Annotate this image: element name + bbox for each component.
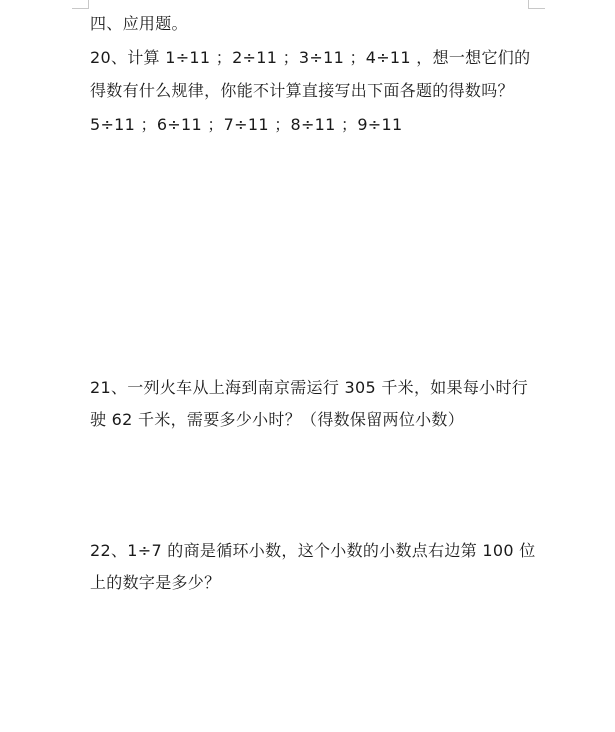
question-21-line-1: 21、一列火车从上海到南京需运行 305 千米，如果每小时行 bbox=[90, 378, 529, 397]
question-20-line-3: 5÷11 ；6÷11 ；7÷11 ；8÷11 ；9÷11 bbox=[90, 115, 403, 134]
section-heading: 四、应用题。 bbox=[90, 14, 188, 33]
question-21-line-2: 驶 62 千米，需要多少小时？（得数保留两位小数） bbox=[90, 410, 465, 429]
question-22-line-2: 上的数字是多少？ bbox=[90, 573, 221, 592]
crop-mark-top-left bbox=[72, 0, 89, 9]
question-20-line-1: 20、计算 1÷11 ；2÷11 ；3÷11 ；4÷11 ，想一想它们的 bbox=[90, 48, 531, 67]
crop-mark-top-right bbox=[528, 0, 545, 9]
question-20-line-2: 得数有什么规律，你能不计算直接写出下面各题的得数吗？ bbox=[90, 81, 514, 100]
question-22-line-1: 22、1÷7 的商是循环小数，这个小数的小数点右边第 100 位 bbox=[90, 541, 536, 560]
